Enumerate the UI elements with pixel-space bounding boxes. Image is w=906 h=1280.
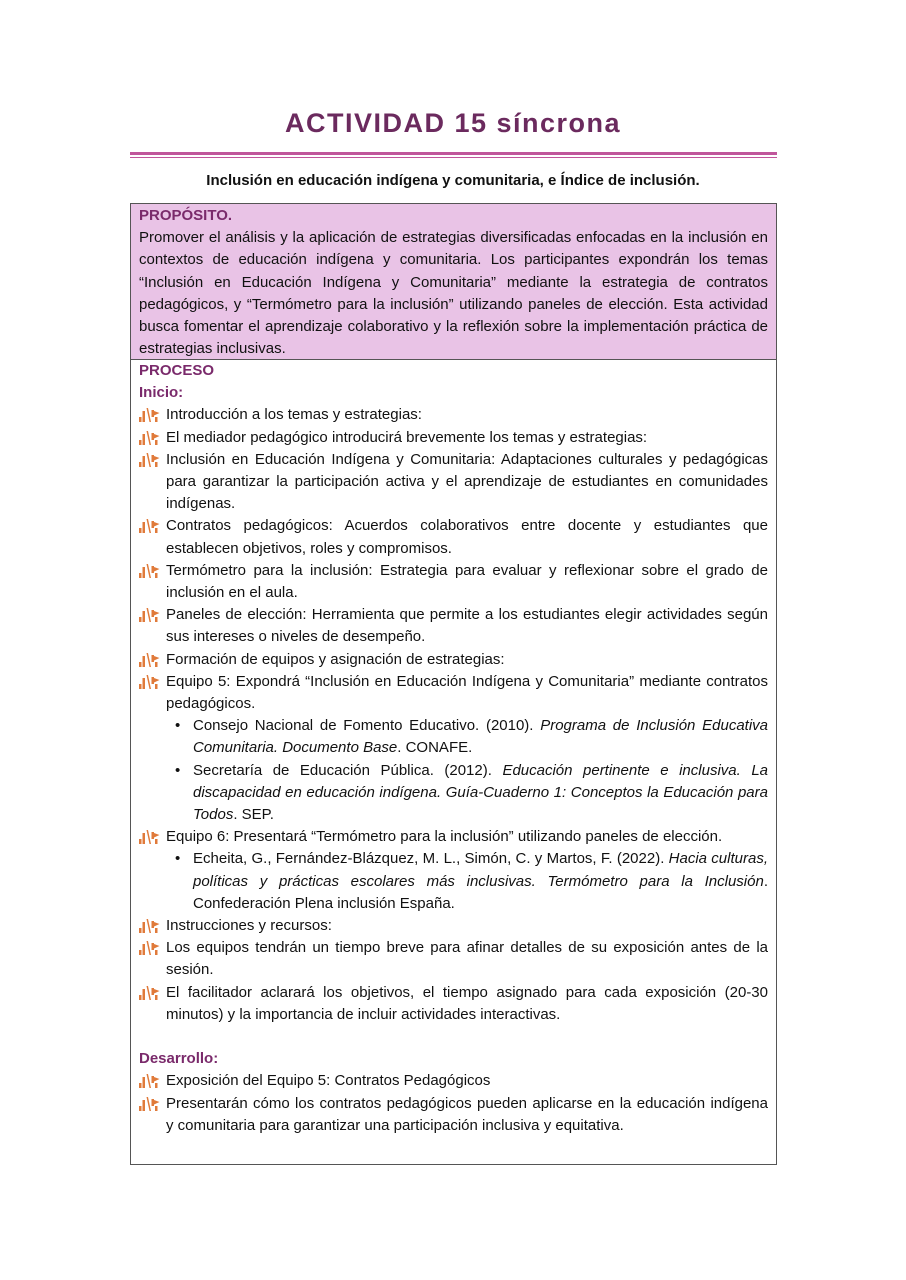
reference-publisher: . Confederación Plena inclusión España. <box>193 872 768 912</box>
list-item-text: Presentarán cómo los contratos pedagógicos pueden aplicarse en la educación indígena y comunitaria para garantizar una participación inclusiva y equitativa. <box>166 1094 768 1134</box>
equipo6-references <box>139 848 768 915</box>
reference-title: Hacia culturas, políticas y prácticas escolares más inclusivas. Termómetro para la Inclusión <box>193 850 768 890</box>
list-item-text: Contratos pedagógicos: Acuerdos colaborativos entre docente y estudiantes que establecen objetivos, roles y compromisos. <box>166 517 768 557</box>
people-hands-icon <box>138 564 160 578</box>
reference-publisher: . SEP. <box>233 806 274 824</box>
list-item <box>139 427 768 449</box>
bullet-dot: • <box>175 761 181 779</box>
list-item <box>139 1093 768 1137</box>
list-item <box>139 604 768 648</box>
inicio-label: Inicio: <box>139 384 184 402</box>
purpose-heading: PROPÓSITO. <box>139 207 233 224</box>
equipo5-references <box>139 715 768 826</box>
reference-title: Programa de Inclusión Educativa Comunitaria. Documento Base <box>193 717 768 757</box>
list-item <box>139 982 768 1026</box>
list-item <box>139 449 768 516</box>
reference-authors: Consejo Nacional de Fomento Educativo. (2010). <box>193 717 541 735</box>
list-item-text: El facilitador aclarará los objetivos, el tiempo asignado para cada exposición (20-30 minutos) y la importancia de incluir actividades interactivas. <box>166 983 768 1023</box>
list-item-text: Formación de equipos y asignación de estrategias: <box>166 650 505 668</box>
reference-item <box>139 760 768 827</box>
people-hands-icon <box>138 941 160 955</box>
reference-authors: Secretaría de Educación Pública. (2012). <box>193 761 503 779</box>
process-box <box>130 359 777 1165</box>
list-item <box>139 937 768 981</box>
people-hands-icon <box>138 830 160 844</box>
reference-item <box>139 848 768 915</box>
list-item-text: Inclusión en Educación Indígena y Comunitaria: Adaptaciones culturales y pedagógicas para garantizar la participación activa y el aprendizaje de estudiantes en comunidades indígenas. <box>166 450 768 513</box>
list-item <box>139 915 768 937</box>
people-hands-icon <box>138 1074 160 1088</box>
people-hands-icon <box>138 453 160 467</box>
list-item <box>139 1070 768 1092</box>
list-item-text: Introducción a los temas y estrategias: <box>166 406 422 424</box>
page-title: ACTIVIDAD 15 síncrona <box>284 108 622 138</box>
list-item-text: Exposición del Equipo 5: Contratos Pedagógicos <box>166 1072 491 1090</box>
list-item <box>139 649 768 671</box>
people-hands-icon <box>138 653 160 667</box>
list-item-text: Equipo 5: Expondrá “Inclusión en Educación Indígena y Comunitaria” mediante contratos pedagógicos. <box>166 672 768 713</box>
title-rule-thin <box>130 157 777 158</box>
equipo6-text: Equipo 6: Presentará “Termómetro para la inclusión” utilizando paneles de elección. <box>166 828 723 846</box>
title-rule-thick <box>130 152 777 155</box>
list-item <box>139 404 768 426</box>
reference-item <box>139 715 768 759</box>
bullet-dot: • <box>175 717 181 735</box>
people-hands-icon <box>138 408 160 422</box>
instrucciones-list <box>139 915 768 1026</box>
list-item-text: Termómetro para la inclusión: Estrategia para evaluar y reflexionar sobre el grado de inclusión en el aula. <box>166 561 768 602</box>
list-item-text: Los equipos tendrán un tiempo breve para afinar detalles de su exposición antes de la sesión. <box>166 939 768 979</box>
list-item <box>139 671 768 715</box>
inicio-list <box>139 404 768 715</box>
list-item-text: El mediador pedagógico introducirá brevemente los temas y estrategias: <box>166 428 648 446</box>
list-item <box>139 560 768 604</box>
people-hands-icon <box>138 919 160 933</box>
process-heading: PROCESO <box>139 362 215 379</box>
reference-publisher: . CONAFE. <box>397 739 473 757</box>
people-hands-icon <box>138 1097 160 1111</box>
bullet-dot: • <box>175 850 181 868</box>
page-subtitle: Inclusión en educación indígena y comunitaria, e Índice de inclusión. <box>206 172 700 189</box>
desarrollo-label: Desarrollo: <box>139 1050 219 1068</box>
people-hands-icon <box>138 608 160 622</box>
people-hands-icon <box>138 431 160 445</box>
list-item-text: Instrucciones y recursos: <box>166 917 332 935</box>
list-item <box>139 826 768 848</box>
purpose-text: Promover el análisis y la aplicación de estrategias diversificadas enfocadas en la inclusión en contextos de educación indígena y comunitaria. Los participantes expondrán los temas “Inclusión en Educación Indígena y Comunitaria” mediante la estrategia de contratos pedagógicos, y “Termómetro para la inclusión” utilizando paneles de elección. Esta actividad busca fomentar el aprendizaje colaborativo y la reflexión sobre la implementación práctica de estrategias inclusivas. <box>139 229 768 358</box>
purpose-box <box>130 203 777 360</box>
people-hands-icon <box>138 986 160 1000</box>
desarrollo-list <box>139 1070 768 1137</box>
people-hands-icon <box>138 519 160 533</box>
people-hands-icon <box>138 675 160 689</box>
list-item-text: Paneles de elección: Herramienta que permite a los estudiantes elegir actividades según sus intereses o niveles de desempeño. <box>166 606 768 646</box>
reference-authors: Echeita, G., Fernández-Blázquez, M. L., Simón, C. y Martos, F. (2022). <box>193 850 669 868</box>
list-item <box>139 515 768 559</box>
reference-title: Educación pertinente e inclusiva. La discapacidad en educación indígena. Guía-Cuaderno 1: Conceptos la Educación para Todos <box>193 761 769 824</box>
